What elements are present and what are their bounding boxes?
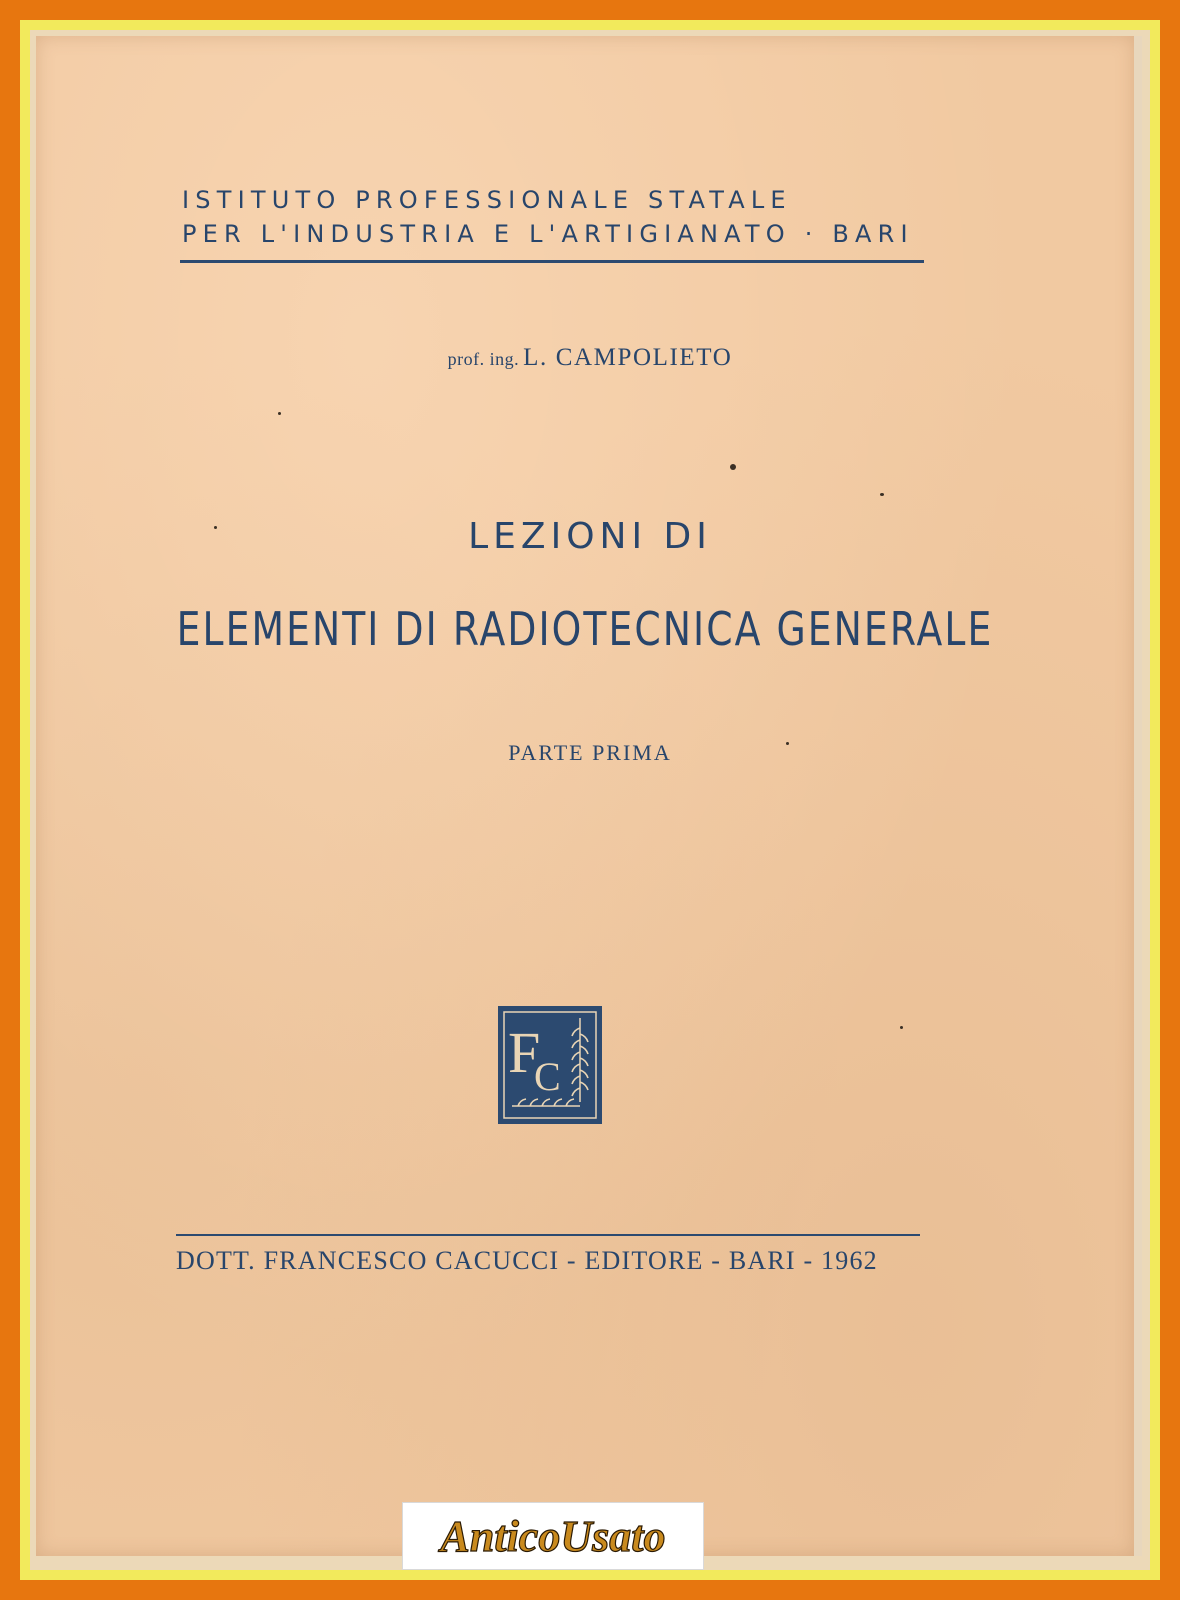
top-divider-rule (180, 260, 924, 263)
watermark-text: AnticoUsato (440, 1512, 666, 1561)
institute-line-1: ISTITUTO PROFESSIONALE STATALE (182, 186, 792, 214)
subtitle: PARTE PRIMA (508, 740, 672, 765)
title-line-2: ELEMENTI DI RADIOTECNICA GENERALE (176, 602, 994, 656)
bottom-divider-rule (176, 1234, 920, 1236)
author (36, 344, 1134, 372)
publisher-line: DOTT. FRANCESCO CACUCCI - EDITORE - BARI - 1962 (176, 1246, 878, 1275)
logo-letter-c: C (534, 1054, 561, 1099)
logo-letter-f: F (508, 1020, 541, 1085)
watermark-logo (402, 1502, 704, 1570)
foxing-spot (730, 464, 736, 470)
book-cover (36, 36, 1134, 1556)
foxing-spot (900, 1026, 903, 1029)
foxing-spot (880, 493, 884, 496)
foxing-spot (278, 412, 281, 415)
page-edges (1134, 36, 1142, 1556)
publisher-logo-icon (498, 1006, 602, 1124)
publisher-logo-graphic (498, 1006, 602, 1124)
title-line-1: LEZIONI DI (468, 516, 712, 557)
foxing-spot (786, 742, 789, 745)
watermark-graphic (403, 1503, 703, 1569)
foxing-spot (214, 526, 217, 529)
author-name: L. CAMPOLIETO (523, 344, 733, 371)
author-prefix: prof. ing. (447, 349, 520, 369)
institute-line-2: PER L'INDUSTRIA E L'ARTIGIANATO · BARI (182, 220, 914, 248)
